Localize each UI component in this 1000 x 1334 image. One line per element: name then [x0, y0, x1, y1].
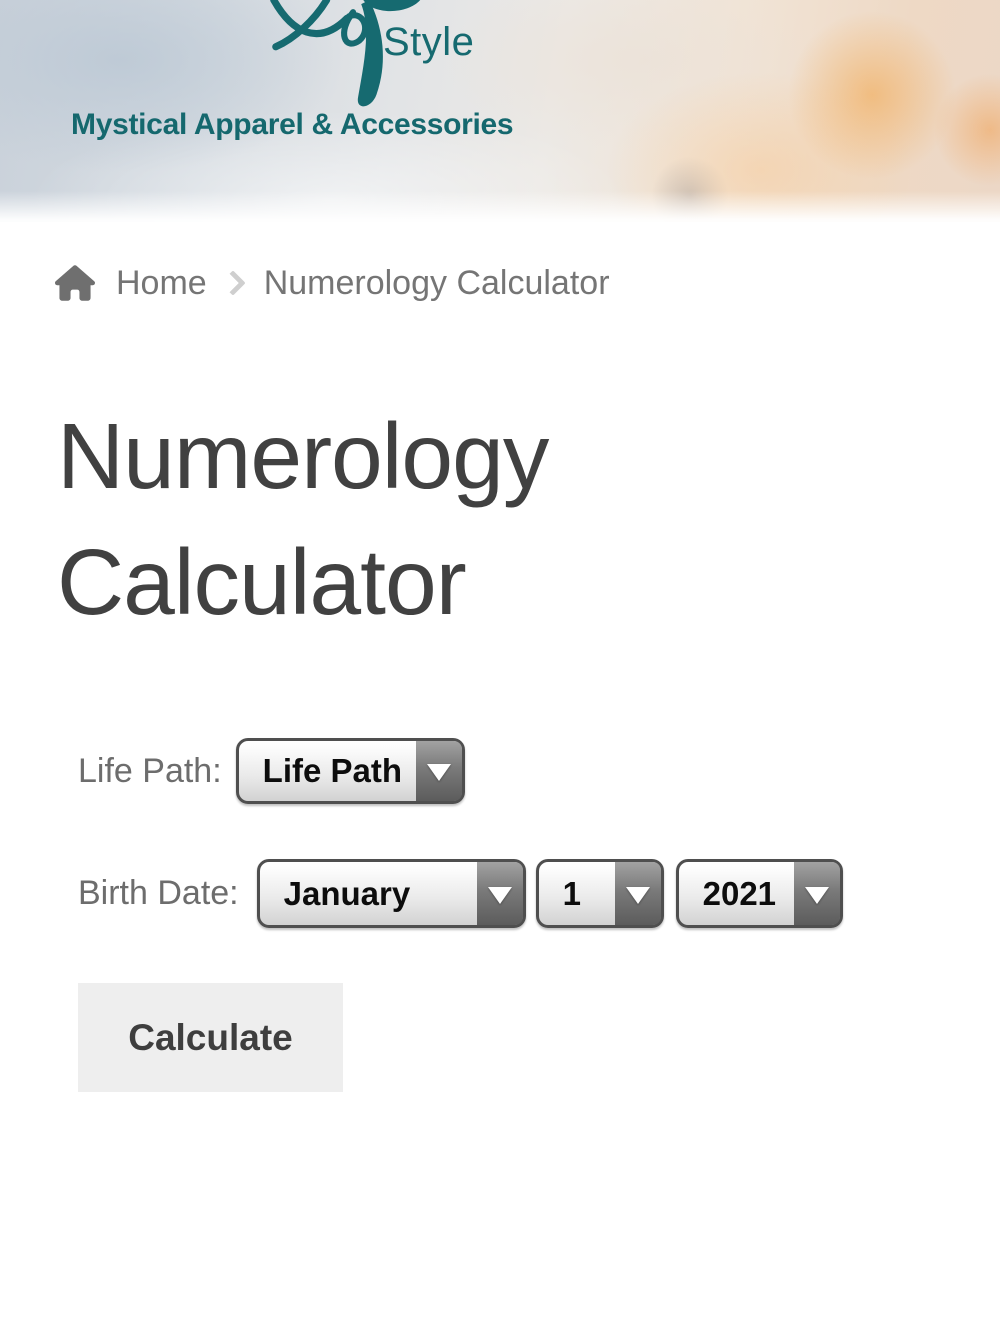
life-path-selected-value: Life Path: [262, 752, 403, 789]
life-path-row: [78, 738, 465, 804]
site-header: [0, 0, 1000, 222]
birth-year-selected-value: 2021: [702, 874, 777, 912]
logo-style-text: Style: [383, 20, 475, 64]
life-path-select[interactable]: [236, 738, 465, 804]
caret-down-icon: [416, 741, 462, 801]
chevron-right-icon: [220, 270, 245, 295]
breadcrumb-current: Numerology Calculator: [263, 263, 610, 302]
birth-day-select[interactable]: [536, 859, 664, 928]
life-path-label: Life Path:: [78, 751, 222, 790]
caret-down-icon: [794, 862, 840, 925]
birth-day-selected-value: 1: [562, 874, 581, 912]
birth-date-row: [78, 859, 843, 928]
home-icon[interactable]: [55, 265, 95, 301]
birth-date-label: Birth Date:: [78, 874, 239, 912]
breadcrumb-home-link[interactable]: Home: [116, 263, 207, 302]
breadcrumb: [55, 260, 610, 306]
birth-month-select[interactable]: [257, 859, 526, 928]
birth-month-selected-value: January: [283, 874, 411, 912]
caret-down-icon: [477, 862, 523, 925]
logo-tagline: Mystical Apparel & Accessories: [71, 108, 514, 141]
birth-year-select[interactable]: [676, 859, 843, 928]
calculate-button[interactable]: Calculate: [78, 983, 343, 1092]
page-title: Numerology Calculator: [57, 404, 549, 635]
caret-down-icon: [615, 862, 661, 925]
